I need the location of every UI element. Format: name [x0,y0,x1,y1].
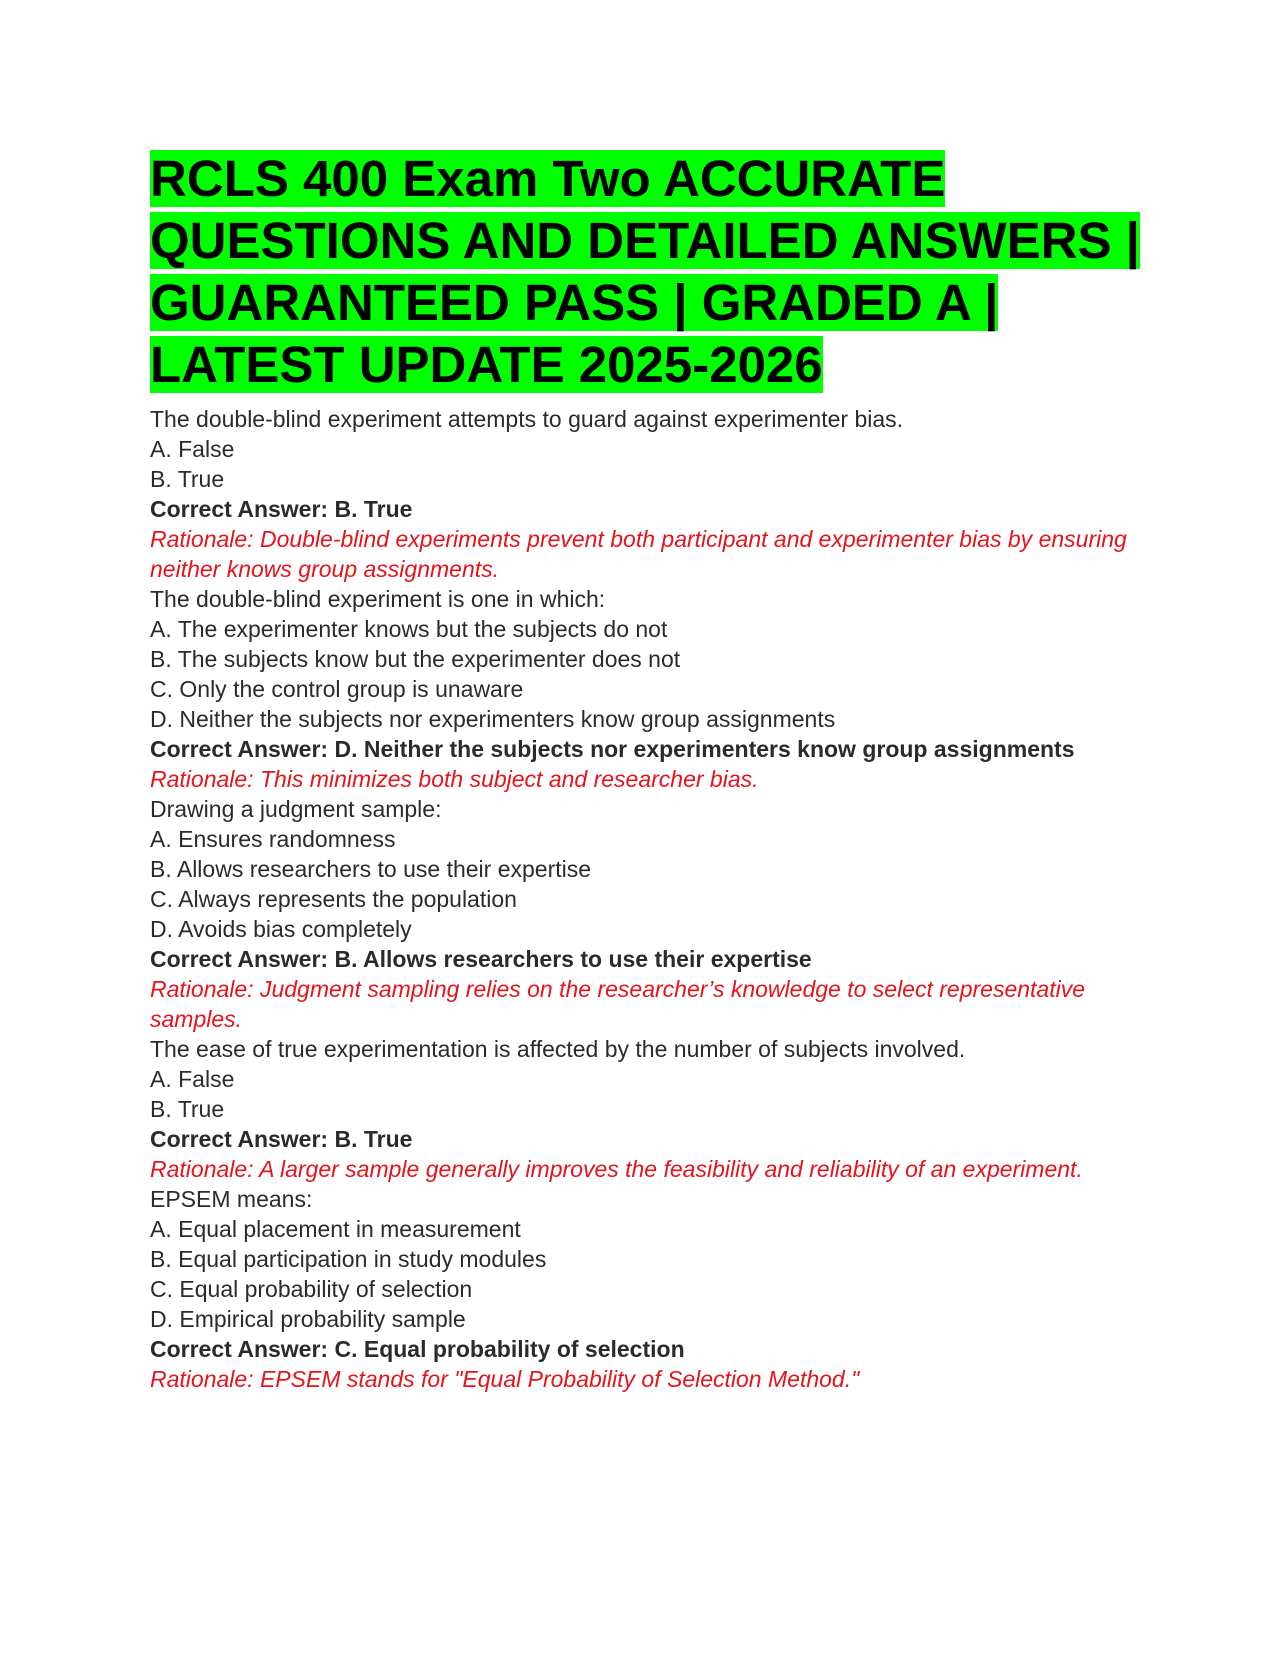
answer-option: B. Allows researchers to use their expertise [150,856,592,882]
document-title-text: RCLS 400 Exam Two ACCURATE QUESTIONS AND DETAILED ANSWERS | GUARANTEED PASS | GRADED A | LATEST UPDATE 2025-2026 [150,150,1140,393]
answer-option: D. Avoids bias completely [150,916,412,942]
correct-answer: Correct Answer: B. True [150,1126,413,1152]
answer-option: B. Equal participation in study modules [150,1246,547,1272]
question-block [150,584,1130,794]
answer-option: B. The subjects know but the experimenter does not [150,646,681,672]
question-text: The double-blind experiment is one in which: [150,586,606,612]
rationale-text: Rationale: Double-blind experiments prevent both participant and experimenter bias by ensuring neither knows group assignments. [150,526,1127,582]
answer-option: B. True [150,1096,225,1122]
rationale-text: Rationale: A larger sample generally improves the feasibility and reliability of an experiment. [150,1156,1083,1182]
correct-answer: Correct Answer: B. True [150,496,413,522]
answer-option: C. Equal probability of selection [150,1276,473,1302]
rationale-text: Rationale: Judgment sampling relies on the researcher’s knowledge to select representative samples. [150,976,1086,1032]
question-text: The double-blind experiment attempts to guard against experimenter bias. [150,406,904,432]
question-block [150,794,1130,1034]
question-block [150,404,1130,584]
answer-option: A. Ensures randomness [150,826,396,852]
question-list [150,404,1130,1394]
question-text: Drawing a judgment sample: [150,796,442,822]
answer-option: A. False [150,1066,235,1092]
answer-option: A. False [150,436,235,462]
question-text: The ease of true experimentation is affected by the number of subjects involved. [150,1036,966,1062]
rationale-text: Rationale: This minimizes both subject and researcher bias. [150,766,759,792]
answer-option: C. Always represents the population [150,886,517,912]
answer-option: A. The experimenter knows but the subjects do not [150,616,668,642]
correct-answer: Correct Answer: C. Equal probability of selection [150,1336,685,1362]
answer-option: D. Empirical probability sample [150,1306,466,1332]
rationale-text: Rationale: EPSEM stands for "Equal Probability of Selection Method." [150,1366,860,1392]
correct-answer: Correct Answer: D. Neither the subjects nor experimenters know group assignments [150,736,1075,762]
answer-option: B. True [150,466,225,492]
answer-option: D. Neither the subjects nor experimenters know group assignments [150,706,836,732]
question-block [150,1034,1130,1184]
answer-option: C. Only the control group is unaware [150,676,524,702]
answer-option: A. Equal placement in measurement [150,1216,521,1242]
question-text: EPSEM means: [150,1186,313,1212]
correct-answer: Correct Answer: B. Allows researchers to use their expertise [150,946,812,972]
question-block [150,1184,1130,1394]
document-body [150,148,1140,1394]
document-title [150,148,1140,396]
